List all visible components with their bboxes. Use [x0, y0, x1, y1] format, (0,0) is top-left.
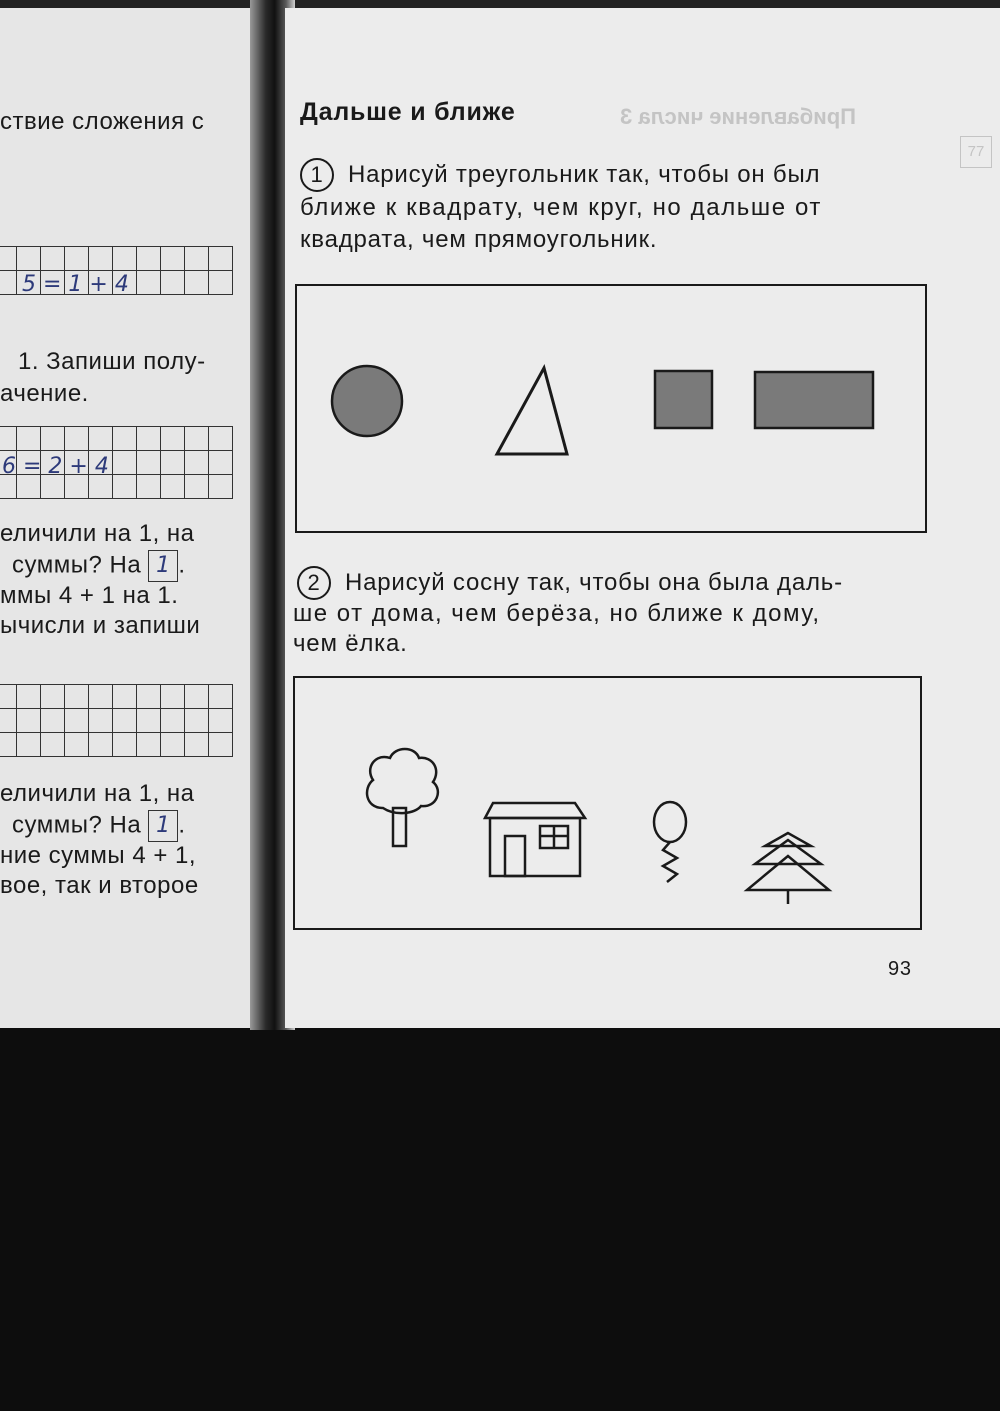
- task-number-badge: 1: [300, 158, 334, 192]
- task-1-line: квадрата, чем прямоугольник.: [300, 226, 658, 253]
- left-text-line: еличили на 1, на: [0, 780, 195, 807]
- task-number-badge: 2: [297, 566, 331, 600]
- left-page: [0, 8, 262, 1028]
- triangle-drawing: [497, 368, 567, 454]
- rectangle-shape: [755, 372, 873, 428]
- left-text-line: ние суммы 4 + 1,: [0, 842, 197, 869]
- left-text-line: ммы 4 + 1 на 1.: [0, 582, 179, 609]
- answer-box[interactable]: 1: [148, 810, 178, 842]
- shapes-drawing: [297, 286, 925, 531]
- left-text-line: ствие сложения с: [0, 108, 205, 135]
- task-2-line: чем ёлка.: [293, 630, 408, 657]
- task-2-line: 2 Нарисуй сосну так, чтобы она была даль-: [297, 566, 843, 600]
- page-number: 93: [888, 958, 912, 980]
- shapes-frame: [295, 284, 927, 533]
- left-text-line: ачение.: [0, 380, 89, 407]
- task-1-line: 1 Нарисуй треугольник так, чтобы он был: [300, 158, 820, 192]
- bleed-through-page: 77: [960, 136, 992, 168]
- bleed-through-header: Прибавление числа 3: [620, 104, 857, 129]
- page-title: Дальше и ближе: [300, 98, 516, 126]
- left-text-line: ычисли и запиши: [0, 612, 201, 639]
- house-drawing: [485, 803, 585, 876]
- answer-box[interactable]: 1: [148, 550, 178, 582]
- handwritten-answer: 5 = 1 + 4: [22, 272, 129, 297]
- left-text-line: суммы? На 1 .: [12, 550, 186, 582]
- fir-tree: [747, 833, 829, 904]
- birch-tree: [367, 749, 438, 846]
- task-1-line: ближе к квадрату, чем круг, но дальше от: [300, 194, 822, 221]
- lollipop-tree: [654, 802, 686, 882]
- task-2-line: ше от дома, чем берёза, но ближе к дому,: [293, 600, 821, 627]
- circle-shape: [332, 366, 402, 436]
- trees-frame: [293, 676, 922, 930]
- square-shape: [655, 371, 712, 428]
- trees-drawing: [295, 678, 920, 928]
- right-page: [285, 8, 1000, 1028]
- left-text-line: суммы? На 1 .: [12, 810, 186, 842]
- answer-grid: [0, 684, 233, 757]
- left-text-line: 1. Запиши полу-: [18, 348, 206, 375]
- left-text-line: еличили на 1, на: [0, 520, 195, 547]
- handwritten-answer: 6 = 2 + 4: [2, 454, 109, 479]
- left-text-line: вое, так и второе: [0, 872, 199, 899]
